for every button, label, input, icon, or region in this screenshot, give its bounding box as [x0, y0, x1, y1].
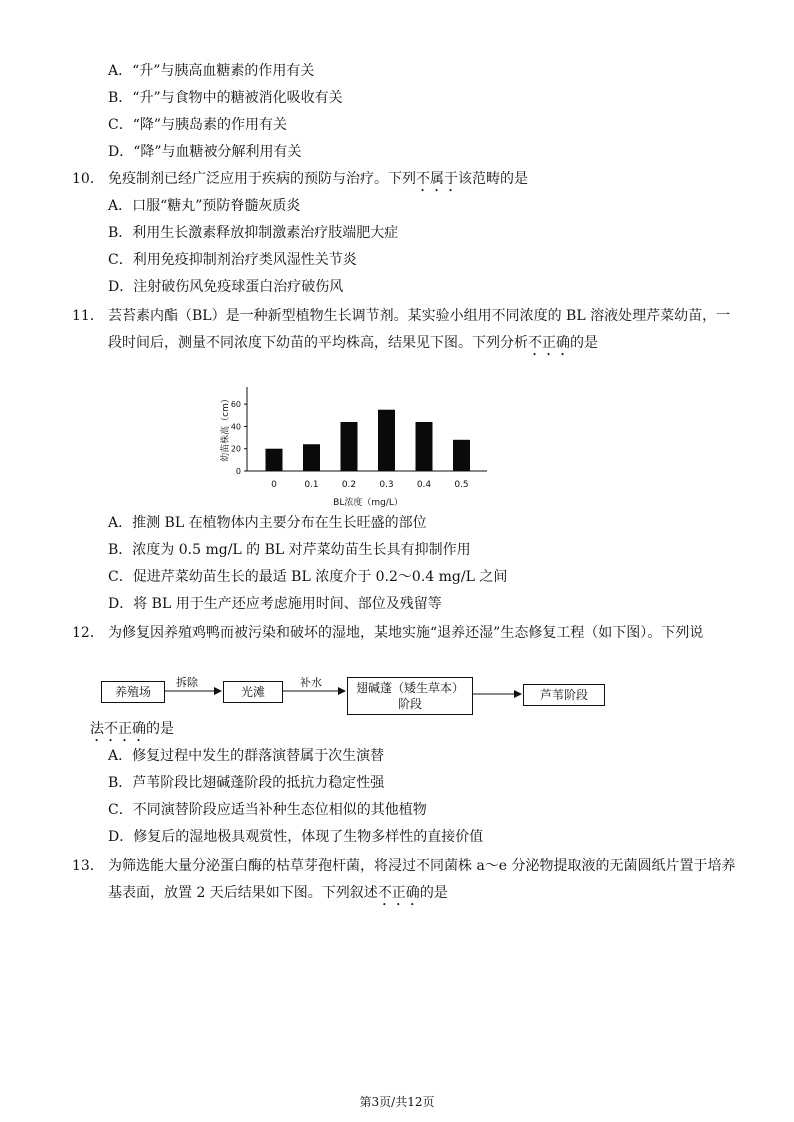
q9-option-b: B．“升”与食物中的糖被消化吸收有关 — [108, 90, 343, 106]
chart-y-tick-label: 0 — [235, 467, 241, 476]
q11-stem-tail: 的是 — [570, 335, 598, 351]
q10-number: 10． — [72, 171, 104, 187]
q10-stem-emphasis: 不属于 — [416, 171, 458, 187]
q10-stem-text: 免疫制剂已经广泛应用于疾病的预防与治疗。下列 — [108, 171, 416, 187]
q12-stem-tail: 的是 — [146, 721, 174, 737]
chart-x-label: BL浓度（mg/L） — [333, 498, 403, 508]
flow-label-remove: 拆除 — [176, 676, 198, 689]
q11-stem-line1: 芸苔素内酯（BL）是一种新型植物生长调节剂。某实验小组用不同浓度的 BL 溶液处理芹菜幼苗，一 — [108, 308, 731, 324]
chart-y-label: 幼苗株高（cm） — [221, 394, 231, 462]
q11-stem-emphasis: 不正确 — [528, 335, 570, 351]
q11-number: 11． — [72, 308, 104, 324]
q13-stem-line2 — [108, 884, 448, 909]
chart-x-tick-label: 0.4 — [416, 480, 432, 490]
chart-x-tick-label: 0.5 — [454, 480, 469, 490]
flow-box-mudflat: 光滩 — [223, 681, 283, 703]
flow-box-farm: 养殖场 — [101, 681, 165, 703]
q9-option-d: D．“降”与血糖被分解利用有关 — [108, 144, 302, 160]
chart-x-tick-label: 0.1 — [304, 480, 319, 490]
q11-option-d: D．将 BL 用于生产还应考虑施用时间、部位及残留等 — [108, 596, 442, 612]
q12-number: 12． — [72, 625, 104, 641]
q12-option-d: D．修复后的湿地极具观赏性，体现了生物多样性的直接价值 — [108, 829, 484, 845]
q12-stem-line2 — [90, 720, 174, 745]
q10-option-d: D．注射破伤风免疫球蛋白治疗破伤风 — [108, 279, 344, 295]
flow-box-suaeda-line2: 阶段 — [397, 697, 422, 711]
q10-stem-tail: 该范畴的是 — [458, 171, 528, 187]
chart-y-tick-label: 40 — [230, 422, 241, 432]
q12-stem-emphasis: 法不正确 — [90, 721, 146, 737]
q13-stem-emphasis: 不正确 — [377, 885, 420, 901]
flow-label-water: 补水 — [300, 676, 322, 689]
chart-y-tick-label: 60 — [230, 400, 241, 410]
q12-option-c: C．不同演替阶段应适当补种生态位相似的其他植物 — [108, 802, 427, 818]
flow-box-suaeda-line1: 翅碱蓬（矮生草本） — [355, 681, 464, 695]
q10-option-a: A．口服“糖丸”预防脊髓灰质炎 — [108, 198, 301, 214]
q12-stem-line1: 为修复因养殖鸡鸭而被污染和破坏的湿地，某地实施“退养还湿”生态修复工程（如下图）。下列说 — [108, 625, 704, 641]
q13-stem-line1: 为筛选能大量分泌蛋白酶的枯草芽孢杆菌，将浸过不同菌株 a～e 分泌物提取液的无菌圆纸片置于培养 — [108, 858, 736, 874]
q12-option-b: B．芦苇阶段比翅碱蓬阶段的抵抗力稳定性强 — [108, 775, 385, 791]
q11-option-b: B．浓度为 0.5 mg/L 的 BL 对芹菜幼苗生长具有抑制作用 — [108, 542, 471, 558]
q11-option-c: C．促进芹菜幼苗生长的最适 BL 浓度介于 0.2～0.4 mg/L 之间 — [108, 569, 508, 585]
q13-stem-tail: 的是 — [419, 885, 448, 901]
q9-option-a: A．“升”与胰高血糖素的作用有关 — [108, 63, 315, 79]
q9-option-c: C．“降”与胰岛素的作用有关 — [108, 117, 288, 133]
q11-stem-text: 段时间后，测量不同浓度下幼苗的平均株高，结果见下图。下列分析 — [108, 335, 528, 351]
q10-option-b: B．利用生长激素释放抑制激素治疗肢端肥大症 — [108, 225, 399, 241]
chart-y-tick-label: 20 — [230, 444, 241, 454]
q10-option-c: C．利用免疫抑制剂治疗类风湿性关节炎 — [108, 252, 357, 268]
q12-option-a: A．修复过程中发生的群落演替属于次生演替 — [108, 748, 385, 764]
q13-number: 13． — [72, 858, 104, 874]
page-footer: 第3页/共12页 — [359, 1095, 435, 1109]
q11-option-a: A．推测 BL 在植物体内主要分布在生长旺盛的部位 — [108, 515, 427, 531]
chart-x-tick-label: 0 — [271, 480, 277, 490]
chart-x-tick-label: 0.2 — [341, 480, 357, 490]
flow-box-reed: 芦苇阶段 — [523, 684, 605, 706]
chart-x-tick-label: 0.3 — [379, 480, 394, 490]
q13-stem-text: 基表面，放置 2 天后结果如下图。下列叙述 — [108, 885, 378, 901]
